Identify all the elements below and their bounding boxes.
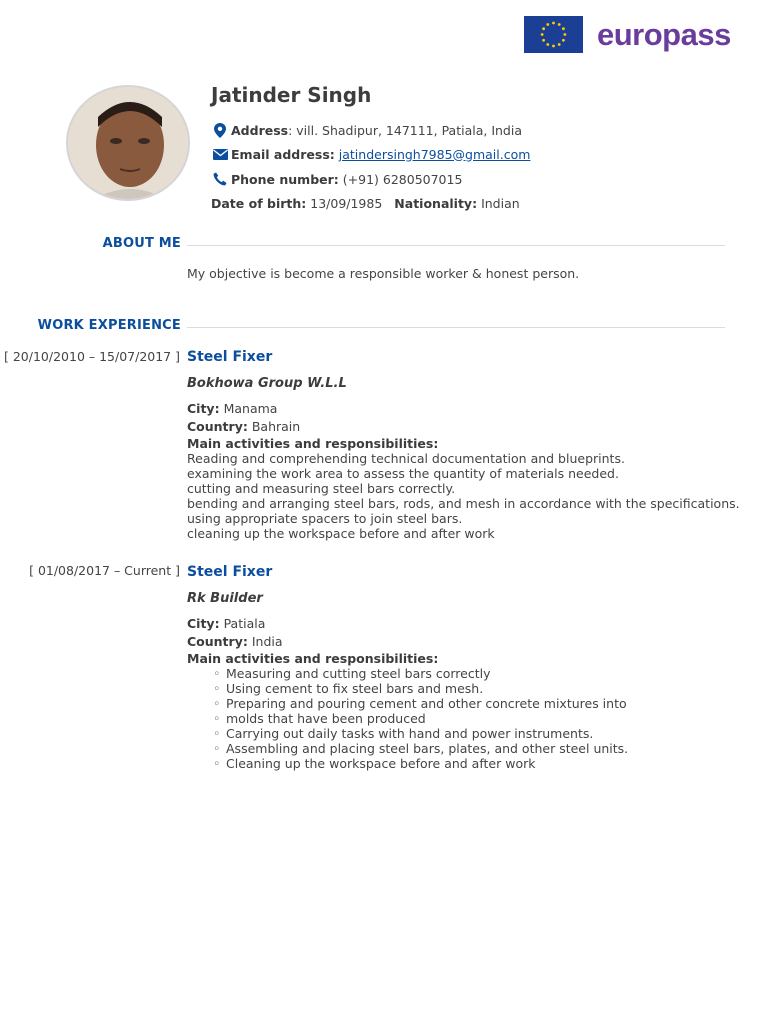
work-section-title: WORK EXPERIENCE xyxy=(37,318,181,333)
europass-wordmark: europass xyxy=(597,17,731,52)
email-label: Email address: xyxy=(231,146,335,162)
job-city xyxy=(187,616,265,631)
job-title: Steel Fixer xyxy=(187,564,273,580)
list-item: ◦ Cleaning up the workspace before and after work xyxy=(213,756,628,771)
city-label: City: xyxy=(187,616,220,631)
job-city xyxy=(187,401,277,416)
about-text: My objective is become a responsible worker & honest person. xyxy=(187,266,580,281)
list-item: examining the work area to assess the quantity of materials needed. xyxy=(187,466,619,481)
employer-name: Bokhowa Group W.L.L xyxy=(187,376,347,391)
phone-line xyxy=(211,170,462,188)
job-country xyxy=(187,419,300,434)
person-name: Jatinder Singh xyxy=(211,83,372,107)
job-dates: [ 01/08/2017 – Current ] xyxy=(29,563,180,578)
dob-nationality-line xyxy=(211,194,520,212)
dob-value: 13/09/1985 xyxy=(310,195,383,211)
address-value: : vill. Shadipur, 147111, Patiala, India xyxy=(288,122,522,138)
envelope-icon xyxy=(211,146,229,162)
profile-photo xyxy=(66,85,190,201)
list-item: ◦ Using cement to fix steel bars and mesh. xyxy=(213,681,628,696)
list-item: cutting and measuring steel bars correctly. xyxy=(187,481,456,496)
phone-value: (+91) 6280507015 xyxy=(342,171,463,187)
activities-label: Main activities and responsibilities: xyxy=(187,651,439,666)
list-item: ◦ Preparing and pouring cement and other concrete mixtures into xyxy=(213,696,628,711)
job-dates: [ 20/10/2010 – 15/07/2017 ] xyxy=(4,349,180,364)
city-label: City: xyxy=(187,401,220,416)
email-link[interactable]: jatindersingh7985@gmail.com xyxy=(338,146,531,162)
email-line xyxy=(211,145,530,163)
job-title: Steel Fixer xyxy=(187,349,273,365)
about-divider xyxy=(187,245,725,246)
europass-logo xyxy=(524,16,731,53)
country-label: Country: xyxy=(187,634,248,649)
nationality-label: Nationality: xyxy=(394,195,478,211)
activities-bullet-list xyxy=(213,666,628,771)
phone-icon xyxy=(211,171,229,187)
list-item: ◦ Assembling and placing steel bars, plates, and other steel units. xyxy=(213,741,628,756)
about-section-title: ABOUT ME xyxy=(102,236,181,251)
activities-label: Main activities and responsibilities: xyxy=(187,436,439,451)
address-line xyxy=(211,121,522,139)
country-value: Bahrain xyxy=(251,419,301,434)
employer-name: Rk Builder xyxy=(187,591,263,606)
list-item: ◦ Measuring and cutting steel bars correctly xyxy=(213,666,628,681)
activities-list xyxy=(187,451,740,541)
list-item: ◦ Carrying out daily tasks with hand and power instruments. xyxy=(213,726,628,741)
activities-heading xyxy=(187,436,438,451)
location-pin-icon xyxy=(211,122,229,138)
eu-flag-icon xyxy=(524,16,583,53)
list-item: ◦ molds that have been produced xyxy=(213,711,628,726)
phone-label: Phone number: xyxy=(231,171,339,187)
list-item: bending and arranging steel bars, rods, and mesh in accordance with the specifications. xyxy=(187,496,740,511)
country-value: India xyxy=(251,634,283,649)
work-divider xyxy=(187,327,725,328)
nationality-value: Indian xyxy=(481,195,520,211)
country-label: Country: xyxy=(187,419,248,434)
job-country xyxy=(187,634,283,649)
list-item: Reading and comprehending technical documentation and blueprints. xyxy=(187,451,625,466)
list-item: using appropriate spacers to join steel bars. xyxy=(187,511,463,526)
address-label: Address xyxy=(231,122,289,138)
list-item: cleaning up the workspace before and after work xyxy=(187,526,495,541)
dob-label: Date of birth: xyxy=(211,195,307,211)
city-value: Manama xyxy=(223,401,278,416)
activities-heading xyxy=(187,651,438,666)
city-value: Patiala xyxy=(223,616,266,631)
